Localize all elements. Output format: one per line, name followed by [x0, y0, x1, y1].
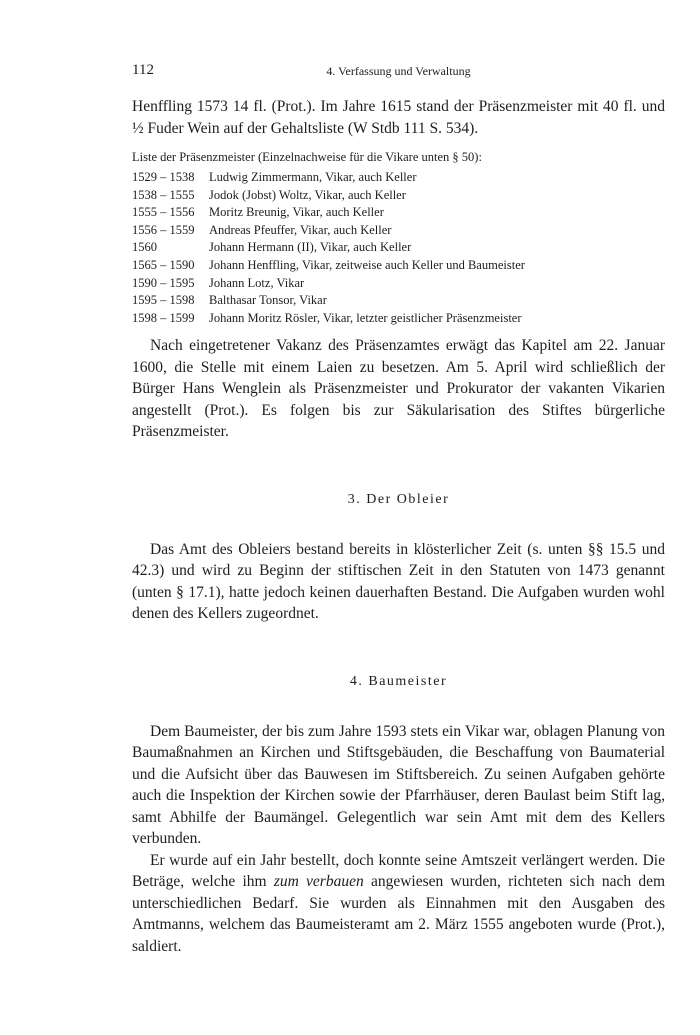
- list-item: [132, 292, 665, 310]
- list-item: [132, 275, 665, 293]
- list-item-name: Johann Lotz, Vikar: [209, 275, 305, 290]
- baumeister-paragraph-2: [132, 850, 665, 958]
- praesenzmeister-list: [132, 169, 665, 327]
- list-item-name: Balthasar Tonsor, Vikar: [209, 293, 327, 308]
- list-item: [132, 310, 665, 328]
- list-item-years: 1598 – 1599: [132, 310, 195, 325]
- list-item-name: Moritz Breunig, Vikar, auch Keller: [209, 205, 384, 220]
- list-item: [132, 204, 665, 222]
- paragraph-text: angewiesen wurden, richteten sich nach dem unterschiedlichen Bedarf. Sie wurden als Einnahmen mit den Ausgaben des Amtmanns, welchem das Baumeisteramt am 2. März 1555 angeboten wurde (Prot.), saldiert.: [132, 873, 666, 955]
- intro-paragraph: Henffling 1573 14 fl. (Prot.). Im Jahre 1615 stand der Präsenzmeister mit 40 fl. und ½ Fuder Wein auf der Gehaltsliste (W Stdb 111 S. 534).: [132, 98, 665, 137]
- section-heading-baumeister: 4. Baumeister: [349, 673, 448, 689]
- list-item-years: 1590 – 1595: [132, 275, 195, 290]
- list-item-years: 1560: [132, 240, 157, 255]
- italic-quote: zum verbauen: [273, 873, 364, 891]
- list-item: [132, 257, 665, 275]
- list-item: [132, 169, 665, 187]
- list-item: [132, 239, 665, 257]
- page-body: [132, 96, 665, 957]
- list-item-name: Johann Moritz Rösler, Vikar, letzter geistlicher Präsenzmeister: [209, 310, 522, 325]
- list-item: [132, 187, 665, 205]
- page-header: [132, 62, 665, 82]
- list-item: [132, 222, 665, 240]
- obleier-paragraph: Das Amt des Obleiers bestand bereits in klösterlicher Zeit (s. unten §§ 15.5 und 42.3) und wird zu Beginn der stiftischen Zeit in den Statuten von 1473 genannt (unten § 17.1), hatte jedoch keinen dauerhaften Bestand. Die Aufgaben wurden wohl denen des Kellers zugeordnet.: [132, 540, 665, 623]
- list-item-name: Johann Hermann (II), Vikar, auch Keller: [209, 240, 412, 255]
- list-title: Liste der Präsenzmeister (Einzelnachweise für die Vikare unten § 50):: [132, 150, 482, 164]
- list-item-name: Johann Henffling, Vikar, zeitweise auch Keller und Baumeister: [209, 257, 525, 272]
- list-item-name: Jodok (Jobst) Woltz, Vikar, auch Keller: [209, 187, 406, 202]
- page-number: 112: [132, 62, 154, 78]
- list-item-years: 1529 – 1538: [132, 170, 195, 184]
- list-item-years: 1538 – 1555: [132, 187, 195, 202]
- list-item-name: Ludwig Zimmermann, Vikar, auch Keller: [209, 170, 417, 184]
- baumeister-paragraph-1: Dem Baumeister, der bis zum Jahre 1593 stets ein Vikar war, oblagen Planung von Baumaßnahmen an Kirchen und Stiftsgebäuden, die Beschaffung von Baumaterial und die Aufsicht über das Bauwesen im Stiftsbereich. Zu seinen Aufgaben gehörte auch die Inspektion der Kirchen sowie der Pfarrhäuser, deren Baulast beim Stift lag, samt Abhilfe der Baumängel. Gelegentlich war sein Amt mit dem des Kellers verbunden.: [132, 722, 665, 848]
- list-item-years: 1555 – 1556: [132, 205, 195, 220]
- list-item-years: 1595 – 1598: [132, 293, 195, 308]
- list-item-years: 1556 – 1559: [132, 222, 195, 237]
- section-heading-obleier: 3. Der Obleier: [347, 491, 450, 507]
- running-head: 4. Verfassung und Verwaltung: [326, 64, 471, 78]
- list-item-years: 1565 – 1590: [132, 257, 195, 272]
- paragraph-text: Er wurde auf ein Jahr bestellt, doch konnte seine Amtszeit verlängert werden. Die Beträge, welche ihm: [132, 851, 665, 891]
- list-item-name: Andreas Pfeuffer, Vikar, auch Keller: [209, 222, 392, 237]
- vakanz-paragraph: Nach eingetretener Vakanz des Präsenzamtes erwägt das Kapitel am 22. Januar 1600, die Stelle mit einem Laien zu besetzen. Am 5. April wird schließlich der Bürger Hans Wenglein als Präsenzmeister und Prokurator der vakanten Vikarien angestellt (Prot.). Es folgen bis zur Säkularisation des Stiftes bürgerliche Präsenzmeister.: [132, 337, 665, 441]
